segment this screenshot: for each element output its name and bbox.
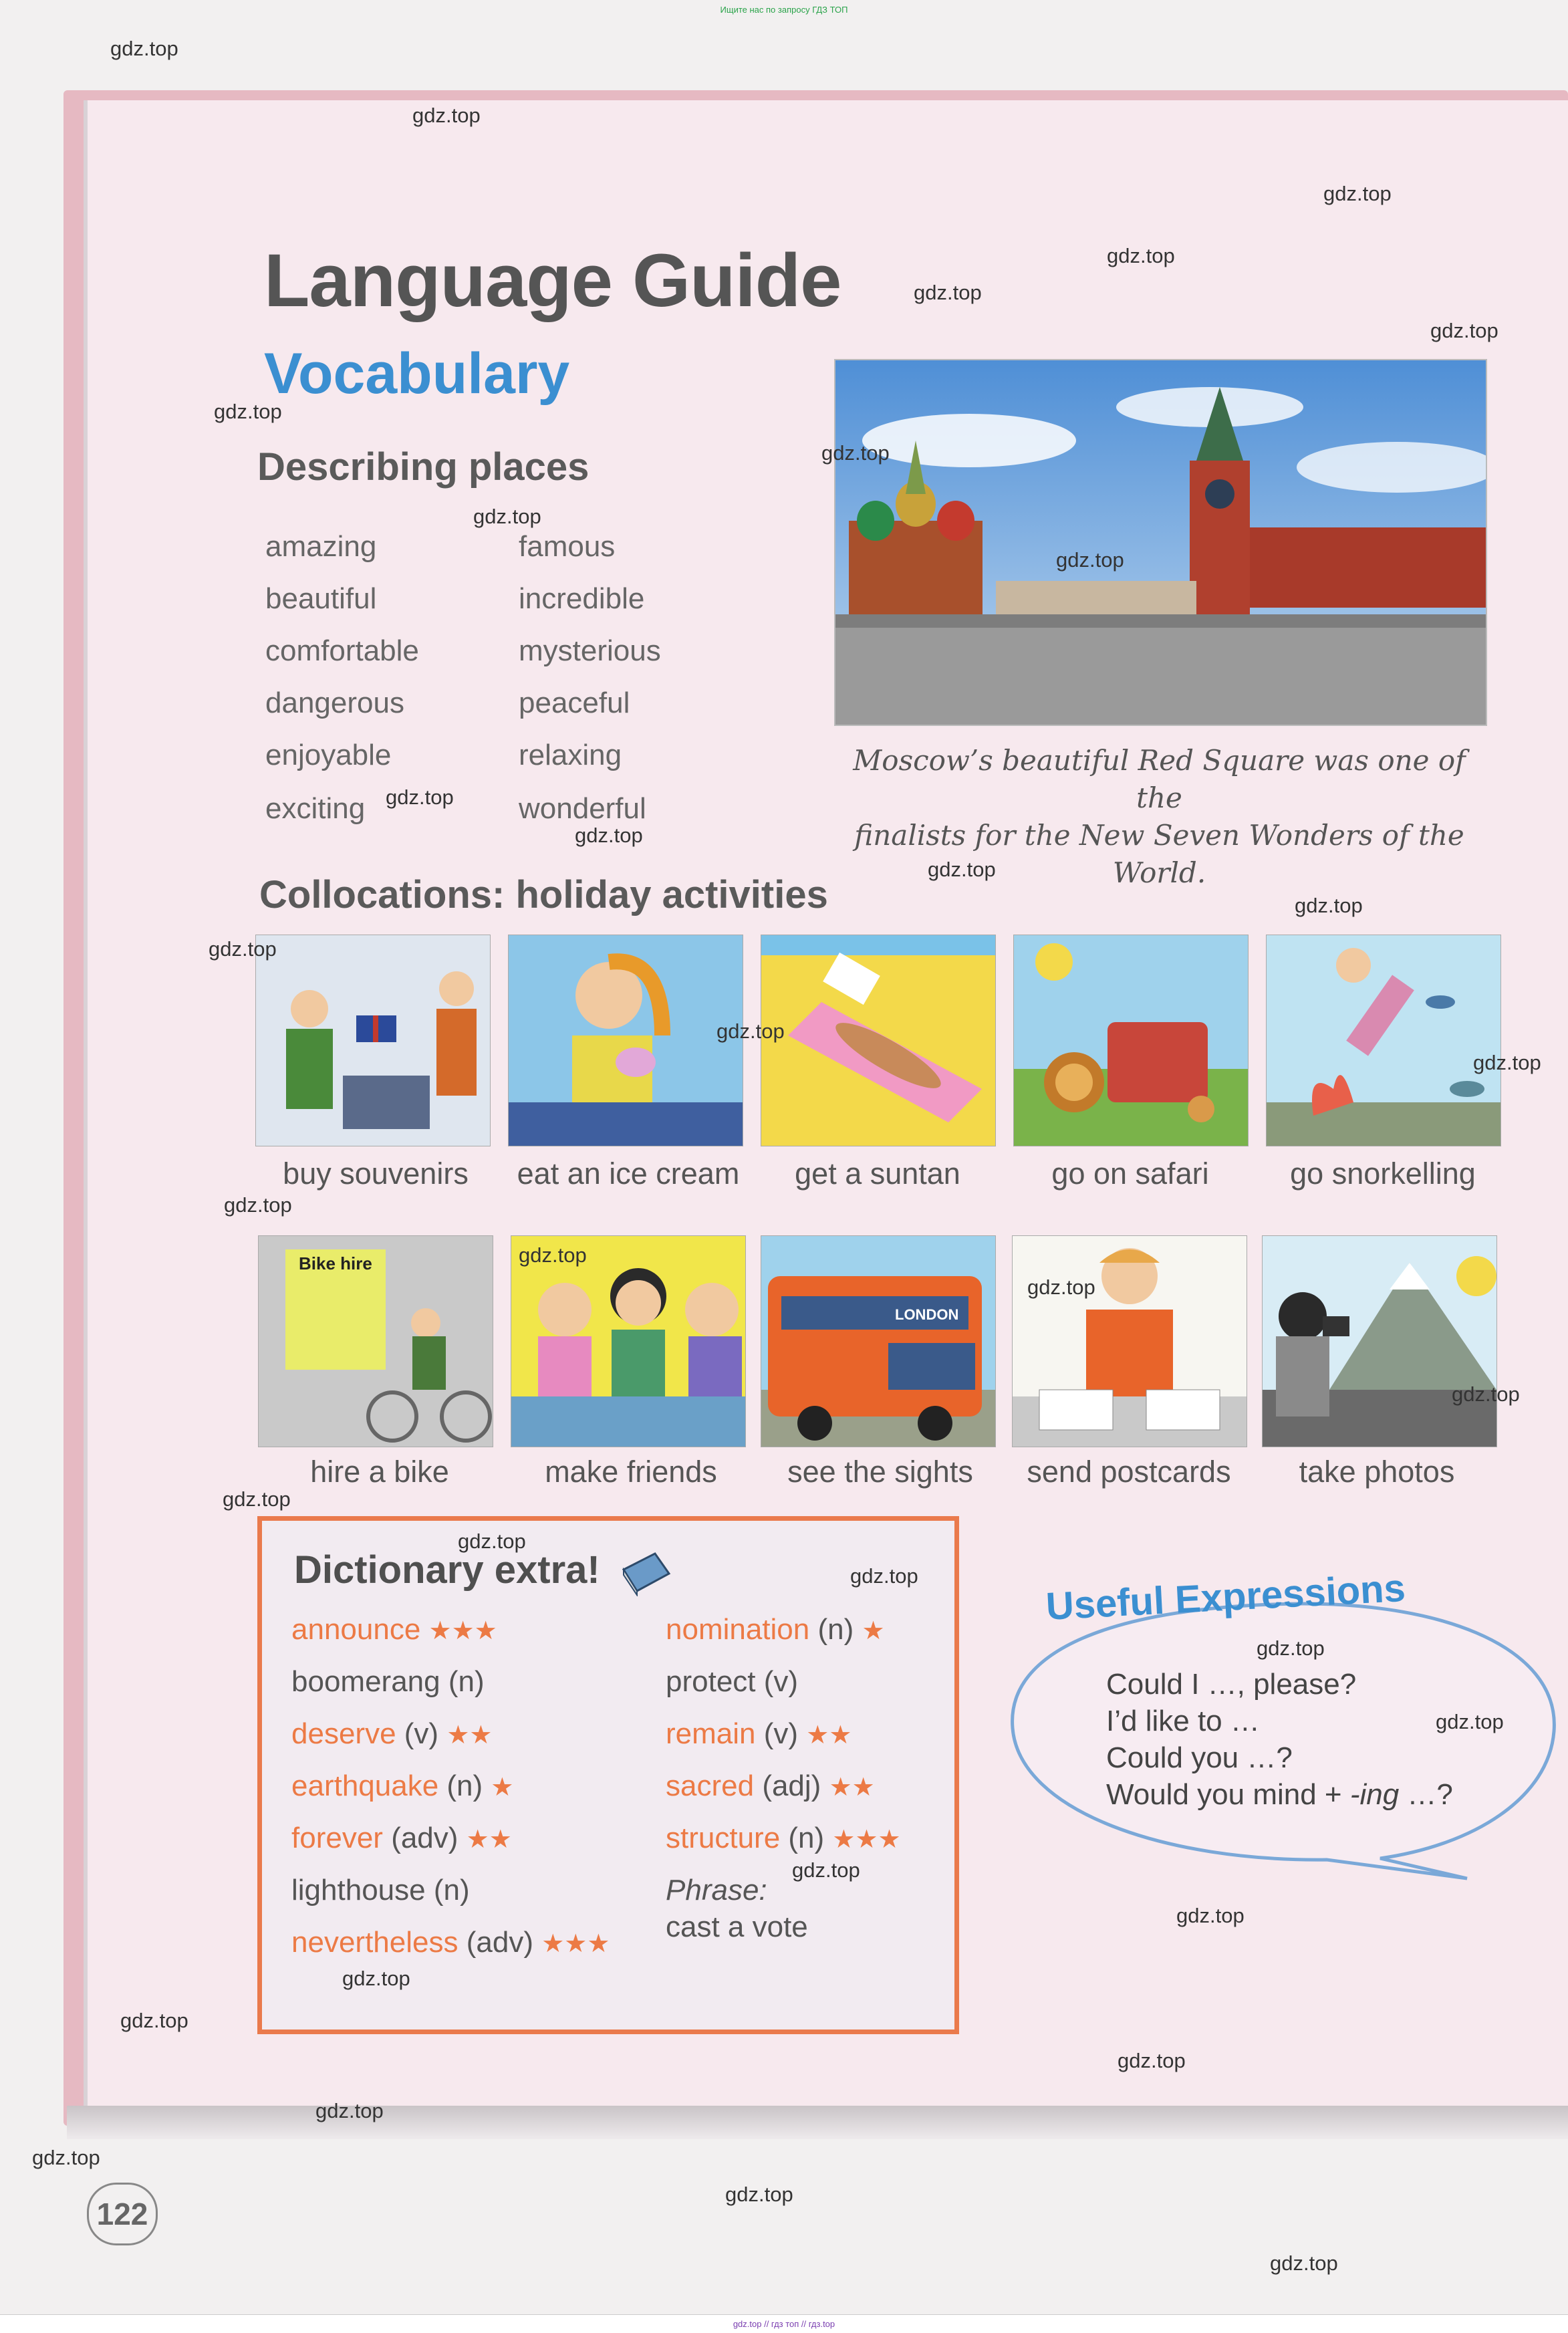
ing-suffix: -ing xyxy=(1349,1778,1400,1811)
entry-word: forever xyxy=(291,1822,383,1854)
watermark: gdz.top xyxy=(1436,1710,1504,1733)
entry-pos: (n) xyxy=(788,1822,825,1854)
watermark: gdz.top xyxy=(1452,1382,1520,1406)
page-number: 122 xyxy=(87,2183,158,2245)
entry-word: earthquake xyxy=(291,1769,439,1802)
top-banner: Ищите нас по запросу ГДЗ ТОП xyxy=(720,5,848,15)
caption-line: Moscow’s beautiful Red Square was one of the xyxy=(853,744,1466,814)
watermark: gdz.top xyxy=(223,1487,291,1511)
expression-tail: …? xyxy=(1399,1778,1453,1811)
activity-label: see the sights xyxy=(787,1455,973,1489)
watermark: gdz.top xyxy=(1257,1636,1325,1660)
bottom-banner: gdz.top // гдз топ // гдз.top xyxy=(0,2314,1568,2333)
frequency-stars: ★★ xyxy=(446,1721,493,1749)
watermark: gdz.top xyxy=(1107,244,1175,267)
activity-label: go snorkelling xyxy=(1290,1156,1476,1191)
activity-label: buy souvenirs xyxy=(283,1156,469,1191)
dictionary-entry xyxy=(291,1926,610,1959)
watermark: gdz.top xyxy=(725,2183,793,2206)
watermark: gdz.top xyxy=(1176,1904,1245,1927)
speech-bubble xyxy=(1006,1584,1567,1895)
frequency-stars: ★★★ xyxy=(541,1930,610,1958)
watermark: gdz.top xyxy=(1430,319,1498,342)
entry-word: remain xyxy=(666,1717,756,1750)
activity-label: take photos xyxy=(1299,1455,1455,1489)
dictionary-entry xyxy=(291,1769,514,1803)
souvenirs-illustration xyxy=(255,935,491,1146)
expression-line: Could you …? xyxy=(1106,1741,1293,1774)
entry-word: nevertheless xyxy=(291,1926,459,1959)
ice-cream-illustration xyxy=(508,935,743,1146)
watermark: gdz.top xyxy=(1027,1275,1095,1299)
activity-label: get a suntan xyxy=(795,1156,960,1191)
dictionary-entry xyxy=(666,1665,798,1699)
page-title: Language Guide xyxy=(264,239,841,322)
watermark: gdz.top xyxy=(1056,548,1124,572)
dictionary-entry xyxy=(666,1717,852,1751)
entry-pos: (v) xyxy=(763,1717,799,1750)
adjective-word: comfortable xyxy=(265,634,419,667)
adjective-word: mysterious xyxy=(519,634,661,667)
vocabulary-heading: Vocabulary xyxy=(264,342,570,406)
watermark: gdz.top xyxy=(821,441,890,465)
suntan-illustration xyxy=(761,935,996,1146)
dictionary-entry xyxy=(291,1613,497,1646)
watermark: gdz.top xyxy=(473,505,541,528)
entry-pos: (adv) xyxy=(391,1822,459,1854)
entry-pos: (n) xyxy=(817,1613,854,1646)
activity-label: go on safari xyxy=(1051,1156,1209,1191)
entry-pos: (adv) xyxy=(466,1926,533,1959)
dictionary-entry xyxy=(291,1822,512,1855)
watermark: gdz.top xyxy=(214,400,282,423)
phrase-label: Phrase: xyxy=(666,1874,767,1907)
dictionary-entry xyxy=(291,1665,485,1699)
entry-word: lighthouse xyxy=(291,1874,426,1907)
adjective-word: peaceful xyxy=(519,687,630,719)
useful-expressions-title: Useful Expressions xyxy=(1045,1566,1407,1628)
entry-pos: (v) xyxy=(404,1717,439,1750)
watermark: gdz.top xyxy=(458,1529,526,1553)
page-bottom-edge xyxy=(67,2106,1568,2139)
entry-word: boomerang xyxy=(291,1665,440,1698)
watermark: gdz.top xyxy=(575,824,643,847)
frequency-stars: ★★★ xyxy=(428,1617,497,1645)
watermark: gdz.top xyxy=(1295,894,1363,917)
photos-illustration xyxy=(1262,1235,1497,1447)
dictionary-entry xyxy=(291,1717,492,1751)
expression-line xyxy=(1106,1778,1453,1812)
watermark: gdz.top xyxy=(928,858,996,881)
frequency-stars: ★★ xyxy=(829,1773,875,1802)
collocations-heading: Collocations: holiday activities xyxy=(259,873,828,916)
red-square-photo xyxy=(834,359,1487,726)
watermark: gdz.top xyxy=(120,2009,188,2032)
entry-pos: (v) xyxy=(763,1665,799,1698)
expression-line: I’d like to … xyxy=(1106,1705,1260,1737)
bus-destination-sign: LONDON xyxy=(895,1306,959,1323)
watermark: gdz.top xyxy=(1118,2049,1186,2072)
entry-pos: (adj) xyxy=(762,1769,821,1802)
expression-text: Would you mind + xyxy=(1106,1778,1350,1811)
entry-word: nomination xyxy=(666,1613,810,1646)
phrase-text: cast a vote xyxy=(666,1911,808,1943)
sights-bus-illustration xyxy=(761,1235,996,1447)
entry-word: protect xyxy=(666,1665,756,1698)
watermark: gdz.top xyxy=(850,1564,918,1588)
adjective-word: beautiful xyxy=(265,582,377,615)
dictionary-entry xyxy=(666,1822,901,1855)
dictionary-entry xyxy=(666,1613,885,1646)
watermark: gdz.top xyxy=(224,1193,292,1217)
caption-line: finalists for the New Seven Wonders of the World. xyxy=(854,819,1464,889)
entry-pos: (n) xyxy=(433,1874,470,1907)
adjective-word: incredible xyxy=(519,582,645,615)
adjective-word: wonderful xyxy=(519,792,646,825)
adjective-word: exciting xyxy=(265,792,366,825)
watermark: gdz.top xyxy=(1473,1051,1541,1074)
frequency-stars: ★★ xyxy=(806,1721,852,1749)
activity-label: make friends xyxy=(545,1455,717,1489)
expression-line: Could I …, please? xyxy=(1106,1668,1357,1701)
entry-word: announce xyxy=(291,1613,421,1646)
adjective-word: famous xyxy=(519,530,616,563)
watermark: gdz.top xyxy=(792,1858,860,1882)
frequency-stars: ★★ xyxy=(466,1826,512,1854)
snorkelling-illustration xyxy=(1266,935,1501,1146)
entry-pos: (n) xyxy=(448,1665,485,1698)
entry-word: structure xyxy=(666,1822,781,1854)
adjective-word: dangerous xyxy=(265,687,404,719)
postcards-illustration xyxy=(1012,1235,1247,1447)
entry-word: deserve xyxy=(291,1717,396,1750)
activity-label: send postcards xyxy=(1027,1455,1231,1489)
dictionary-extra-title: Dictionary extra! xyxy=(294,1548,600,1592)
adjective-word: enjoyable xyxy=(265,739,392,771)
watermark: gdz.top xyxy=(315,2099,384,2122)
frequency-stars: ★ xyxy=(491,1773,514,1802)
watermark: gdz.top xyxy=(1270,2251,1338,2275)
dictionary-entry xyxy=(666,1769,875,1803)
frequency-stars: ★★★ xyxy=(832,1826,901,1854)
watermark: gdz.top xyxy=(342,1967,410,1990)
book-icon xyxy=(618,1550,672,1600)
watermark: gdz.top xyxy=(914,281,982,304)
watermark: gdz.top xyxy=(519,1243,587,1267)
entry-pos: (n) xyxy=(446,1769,483,1802)
watermark: gdz.top xyxy=(110,37,178,60)
safari-illustration xyxy=(1013,935,1249,1146)
bike-hire-illustration xyxy=(258,1235,493,1447)
watermark: gdz.top xyxy=(386,785,454,809)
bike-hire-sign: Bike hire xyxy=(299,1253,372,1273)
dictionary-entry xyxy=(291,1874,470,1907)
entry-word: sacred xyxy=(666,1769,755,1802)
watermark: gdz.top xyxy=(209,937,277,961)
watermark: gdz.top xyxy=(412,104,481,127)
adjective-word: relaxing xyxy=(519,739,622,771)
frequency-stars: ★ xyxy=(862,1617,885,1645)
activity-label: hire a bike xyxy=(310,1455,449,1489)
watermark: gdz.top xyxy=(32,2146,100,2169)
watermark: gdz.top xyxy=(1323,182,1392,205)
describing-places-heading: Describing places xyxy=(257,445,590,489)
watermark: gdz.top xyxy=(716,1019,785,1043)
adjective-word: amazing xyxy=(265,530,377,563)
activity-label: eat an ice cream xyxy=(517,1156,740,1191)
